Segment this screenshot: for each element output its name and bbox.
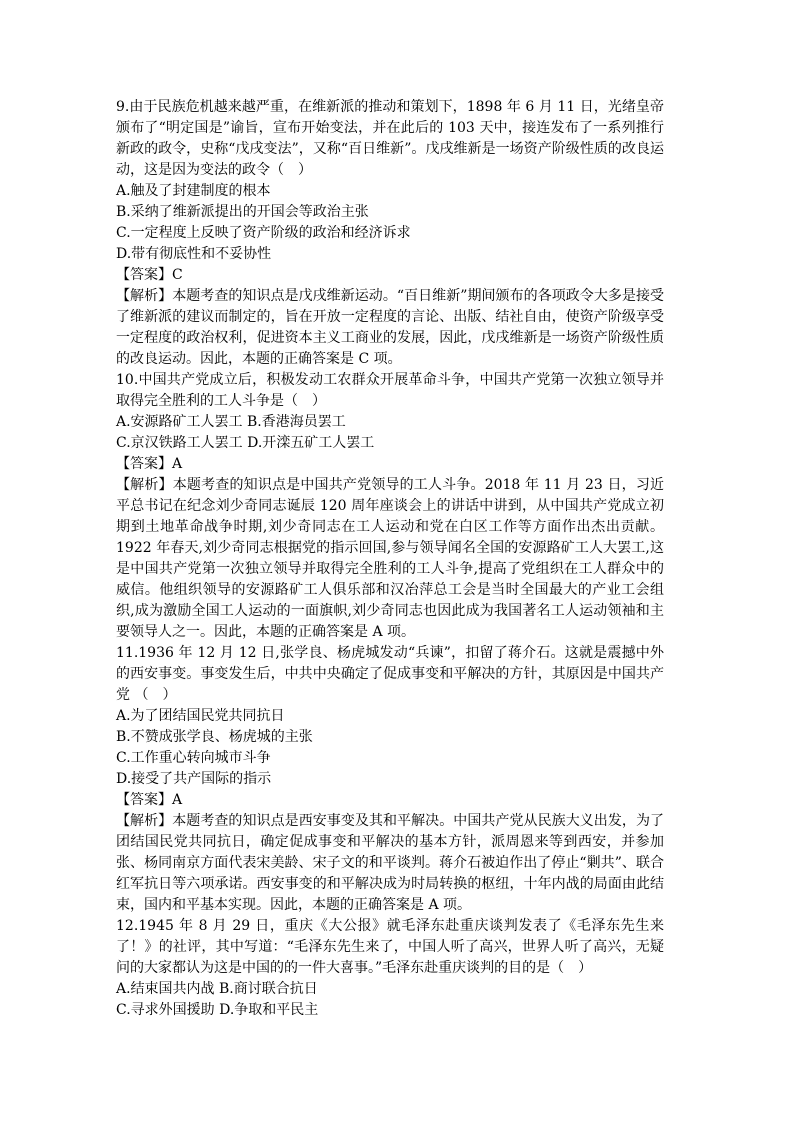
analysis-paragraph (116, 475, 664, 643)
option-line: C.工作重心转向城市斗争 (116, 750, 271, 766)
question-12 (116, 916, 664, 1021)
answer-line (116, 265, 664, 286)
question-stem: 11.1936 年 12 月 12 日,张学良、杨虎城发动“兵谏”，扣留了蒋介石。这就是震撼中外的西安事变。事变发生后，中共中央确定了促成事变和平解决的方针，其原因是中国共产党 （ ） (116, 645, 664, 703)
option-line: C.京汉铁路工人罢工 D.开滦五矿工人罢工 (116, 435, 375, 451)
option-line: B.不赞成张学良、杨虎城的主张 (116, 729, 313, 745)
question-stem: 9.由于民族危机越来越严重，在维新派的推动和策划下，1898 年 6 月 11 日，光绪皇帝颁布了“明定国是”谕旨，宣布开始变法，并在此后的 103 天中，接连发布了一系列推行新政的政令，史称“戊戌变法”，又称“百日维新”。戊戌维新是一场资产阶级性质的改良运动，这是因为变法的政令（ ） (116, 99, 664, 178)
analysis-label: 【解析】 (116, 477, 173, 493)
answer-line (116, 790, 664, 811)
option-line: D.接受了共产国际的指示 (116, 771, 272, 787)
question-10 (116, 370, 664, 643)
answer-value: A (172, 792, 183, 808)
analysis-text: 本题考查的知识点是戊戌维新运动。“百日维新”期间颁布的各项政令大多是接受了维新派的建议而制定的，旨在开放一定程度的言论、出版、结社自由，使资产阶级享受一定程度的政治权利，促进资本主义工商业的发展，因此，戊戌维新是一场资产阶级性质的改良运动。因此，本题的正确答案是 C 项。 (116, 288, 665, 367)
question-stem: 12.1945 年 8 月 29 日，重庆《大公报》就毛泽东赴重庆谈判发表了《毛泽东先生来了！》的社评，其中写道：“毛泽东先生来了，中国人听了高兴，世界人听了高兴，无疑问的大家都认为这是中国的的一件大喜事。”毛泽东赴重庆谈判的目的是（ ） (116, 918, 664, 976)
option-line: C.一定程度上反映了资产阶级的政治和经济诉求 (116, 225, 411, 241)
analysis-text: 本题考查的知识点是中国共产党领导的工人斗争。2018 年 11 月 23 日，习近平总书记在纪念刘少奇同志诞辰 120 周年座谈会上的讲话中讲到，从中国共产党成立初期到土地革命战争时期,刘少奇同志在工人运动和党在白区工作等方面作出杰出贡献。1922 年春天,刘少奇同志根据党的指示回国,参与领导闻名全国的安源路矿工人大罢工,这是中国共产党第一次独立领导并取得完全胜利的工人斗争,提高了党组织在工人群众中的威信。他组织领导的安源路矿工人俱乐部和汉冶萍总工会是当时全国最大的产业工会组织,成为激励全国工人运动的一面旗帜,刘少奇同志也因此成为我国著名工人运动领袖和主要领导人之一。因此，本题的正确答案是 A 项。 (116, 477, 665, 640)
analysis-text: 本题考查的知识点是西安事变及其和平解决。中国共产党从民族大义出发，为了团结国民党共同抗日，确定促成事变和平解决的基本方针，派周恩来等到西安，并参加张、杨同南京方面代表宋美龄、宋子文的和平谈判。蒋介石被迫作出了停止“剿共”、联合红军抗日等六项承诺。西安事变的和平解决成为时局转换的枢纽，十年内战的局面由此结束，国内和平基本实现。因此，本题的正确答案是 A 项。 (116, 813, 665, 913)
analysis-paragraph (116, 286, 664, 370)
analysis-label: 【解析】 (116, 288, 173, 304)
answer-value: C (172, 267, 183, 283)
analysis-paragraph (116, 811, 664, 916)
option-line: C.寻求外国援助 D.争取和平民主 (116, 1002, 319, 1018)
answer-label: 【答案】 (116, 792, 172, 808)
analysis-label: 【解析】 (116, 813, 173, 829)
answer-label: 【答案】 (116, 456, 172, 472)
option-line: D.带有彻底性和不妥协性 (116, 246, 272, 262)
question-stem: 10.中国共产党成立后，积极发动工农群众开展革命斗争，中国共产党第一次独立领导并取得完全胜利的工人斗争是（ ） (116, 372, 664, 409)
question-11 (116, 643, 664, 916)
answer-line (116, 454, 664, 475)
question-9 (116, 97, 664, 370)
option-line: B.采纳了维新派提出的开国会等政治主张 (116, 204, 369, 220)
option-line: A.触及了封建制度的根本 (116, 183, 271, 199)
answer-value: A (172, 456, 183, 472)
exam-content (116, 97, 664, 1021)
option-line: A.安源路矿工人罢工 B.香港海员罢工 (116, 414, 346, 430)
option-line: A.结束国共内战 B.商讨联合抗日 (116, 981, 318, 997)
option-line: A.为了团结国民党共同抗日 (116, 708, 285, 724)
answer-label: 【答案】 (116, 267, 172, 283)
